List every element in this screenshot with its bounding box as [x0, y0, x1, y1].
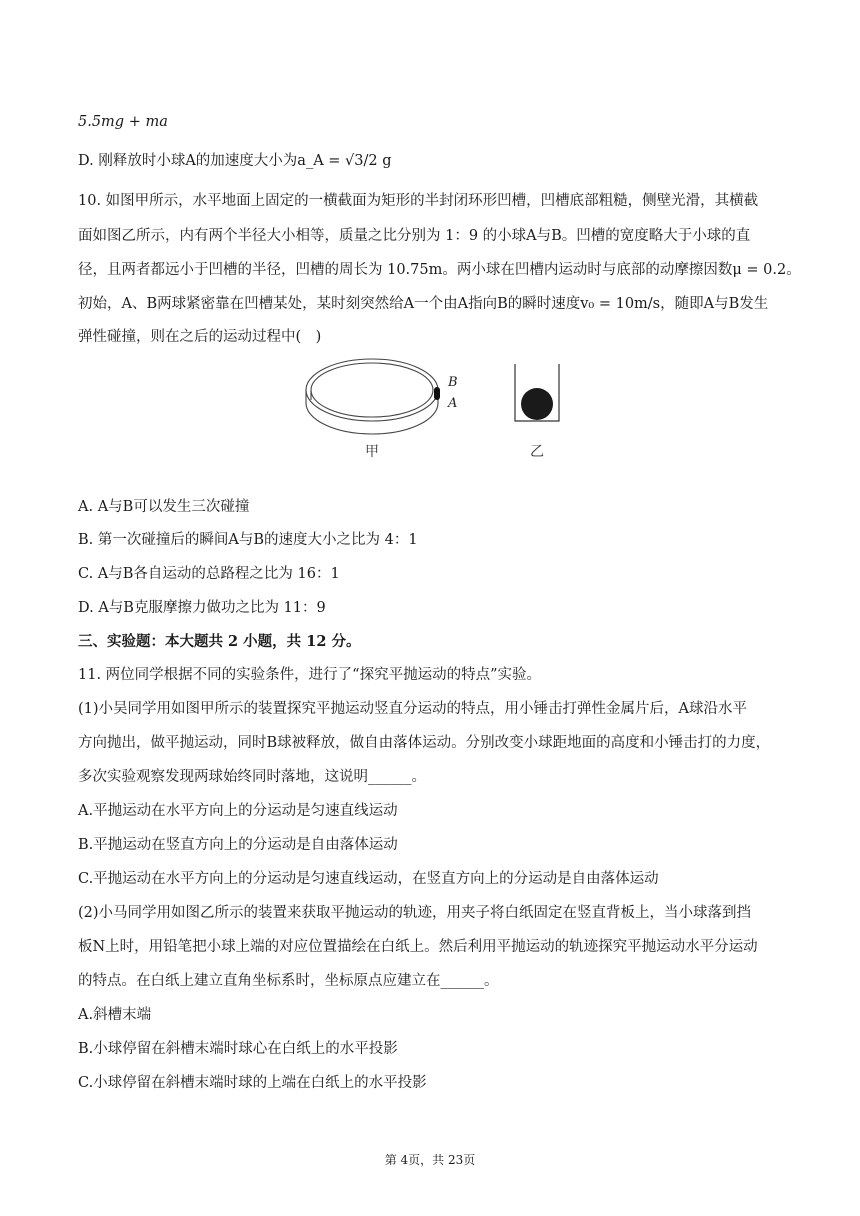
groove-figure: [300, 350, 560, 465]
label-a: A: [448, 396, 458, 411]
option-b: B. 第一次碰撞后的瞬间A与B的速度大小之比为 4：1: [78, 532, 418, 548]
option-a: A. A与B可以发生三次碰撞: [78, 499, 250, 515]
option-d: D. A与B克服摩擦力做功之比为 11：9: [78, 600, 326, 616]
line-1: D. 刚释放时小球A的加速度大小为a_A = √3/2 g: [78, 153, 392, 169]
option-c: C. A与B各自运动的总路程之比为 16：1: [78, 566, 340, 582]
line-2: 10. 如图甲所示，水平地面上固定的一横截面为矩形的半封闭环形凹槽，凹槽底部粗糙，侧壁光滑，其横截: [78, 193, 759, 209]
cross-section-ball: [521, 388, 553, 420]
caption-left: 甲: [365, 444, 379, 460]
caption-right: 乙: [530, 444, 544, 460]
label-b: B: [448, 375, 458, 390]
line-24: C.小球停留在斜槽末端时球的上端在白纸上的水平投影: [78, 1075, 427, 1091]
line-21: 的特点。在白纸上建立直角坐标系时，坐标原点应建立在______。: [78, 973, 499, 989]
line-6: 弹性碰撞，则在之后的运动过程中( ): [78, 329, 322, 345]
line-20: 板N上时，用铅笔把小球上端的对应位置描绘在白纸上。然后利用平抛运动的轨迹探究平抛运动水平分运动: [78, 939, 758, 955]
line-12: 11. 两位同学根据不同的实验条件，进行了“探究平抛运动的特点”实验。: [78, 667, 541, 683]
line-18: C.平抛运动在水平方向上的分运动是匀速直线运动，在竖直方向上的分运动是自由落体运动: [78, 871, 659, 887]
line-19: (2)小马同学用如图乙所示的装置来获取平抛运动的轨迹，用夹子将白纸固定在竖直背板上，当小球落到挡: [78, 905, 752, 921]
line-0: 5.5mg + ma: [78, 114, 168, 130]
line-5: 初始，A、B两球紧密靠在凹槽某处，某时刻突然给A一个由A指向B的瞬时速度v₀ = 10m/s，随即A与B发生: [78, 296, 769, 312]
line-13: (1)小吴同学用如图甲所示的装置探究平抛运动竖直分运动的特点，用小锤击打弹性金属片后，A球沿水平: [78, 701, 748, 717]
line-15: 多次实验观察发现两球始终同时落地，这说明______。: [78, 769, 426, 785]
line-14: 方向抛出，做平抛运动，同时B球被释放，做自由落体运动。分别改变小球距地面的高度和小锤击打的力度，: [78, 735, 771, 751]
line-3: 面如图乙所示，内有两个半径大小相等，质量之比分别为 1：9 的小球A与B。凹槽的宽度略大于小球的直: [78, 228, 751, 244]
ball-pair-marker: [434, 387, 440, 400]
line-16: A.平抛运动在水平方向上的分运动是匀速直线运动: [78, 803, 398, 819]
line-23: B.小球停留在斜槽末端时球心在白纸上的水平投影: [78, 1041, 398, 1057]
line-4: 径，且两者都远小于凹槽的半径，凹槽的周长为 10.75m。两小球在凹槽内运动时与底部的动摩擦因数μ = 0.2。: [78, 262, 801, 278]
page-footer: 第 4页，共 23页: [384, 1153, 476, 1167]
line-22: A.斜槽末端: [78, 1007, 152, 1023]
line-17: B.平抛运动在竖直方向上的分运动是自由落体运动: [78, 837, 398, 853]
section-heading: 三、实验题：本大题共 2 小题，共 12 分。: [78, 633, 361, 650]
